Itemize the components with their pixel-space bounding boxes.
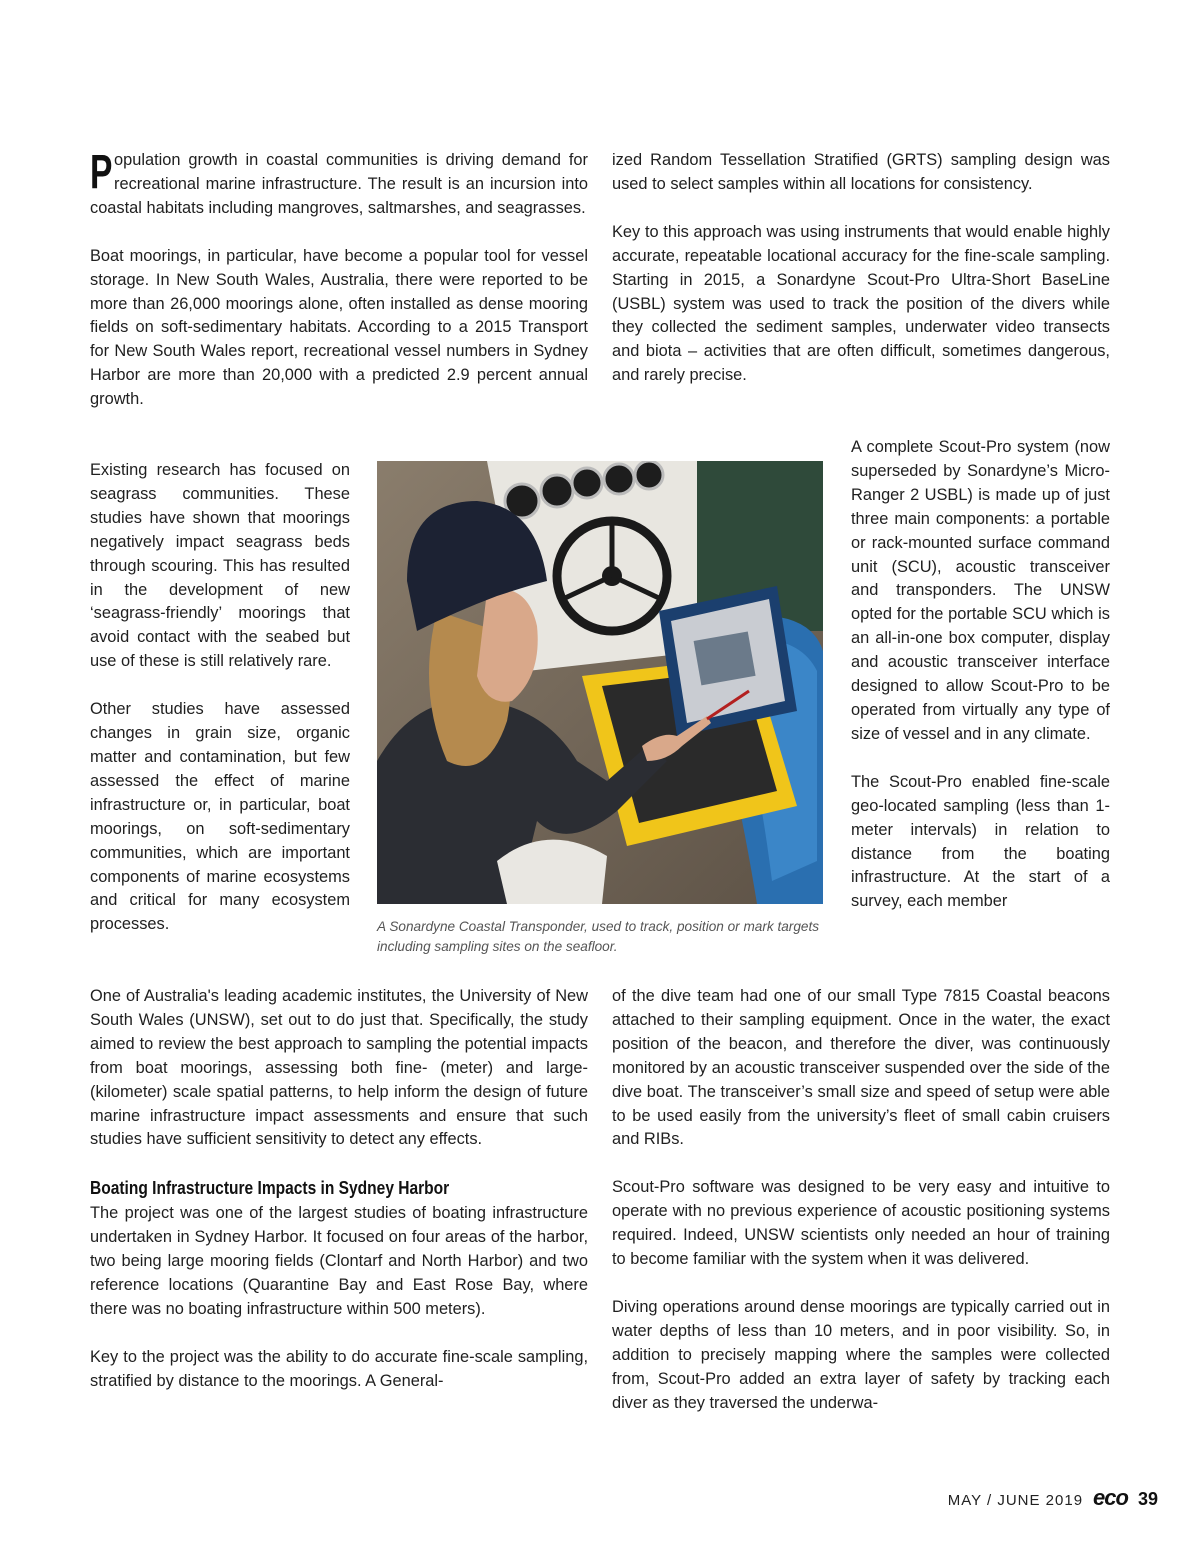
section-heading: Boating Infrastructure Impacts in Sydney Harbor xyxy=(90,1177,450,1199)
column-right-top xyxy=(612,149,1110,388)
unsw-paragraph: One of Australia's leading academic institutes, the University of New South Wales (UNSW), set out to do just that. Specifically, the study aimed to review the best approach to sampling the potential impacts from boat moorings, assessing both fine- (meter) and large- (kilometer) scale spatial patterns, to help inform the design of future marine infrastructure impact assessments and ensure that such studies have sufficient sensitivity to detect any effects. xyxy=(90,987,588,1149)
photo-caption: A Sonardyne Coastal Transponder, used to track, position or mark targets including sampling sites on the seafloor. xyxy=(377,919,820,954)
magazine-logo: eco xyxy=(1093,1485,1128,1510)
software-paragraph: Scout-Pro software was designed to be very easy and intuitive to operate with no previous experience of acoustic positioning systems required. Indeed, UNSW scientists only needed an hour of training to become familiar with the system when it was delivered. xyxy=(612,1178,1110,1269)
dive-team-paragraph: of the dive team had one of our small Type 7815 Coastal beacons attached to their sampling equipment. Once in the water, the exact position of the beacon, and therefore the diver, was continuously monitored by an acoustic transceiver suspended over the side of the dive boat. The transceiver’s small size and speed of setup were able to be used easily from the university’s fleet of small cabin cruisers and RIBs. xyxy=(612,987,1110,1149)
instruments-paragraph: Key to this approach was using instruments that would enable highly accurate, repeatable locational accuracy for the fine-scale sampling. Starting in 2015, a Sonardyne Scout-Pro Ultra-Short BaseLine (USBL) system was used to track the position of the divers while they collected the sediment samples, underwater video transects and biota – activities that are often difficult, sometimes dangerous, and rarely precise. xyxy=(612,222,1110,385)
other-studies-paragraph: Other studies have assessed changes in grain size, organic matter and contamination, but few assessed the effect of marine infrastructure or, in particular, boat moorings, on soft-sedimentary communities, which are important components of marine ecosystems and critical for many ecosystem processes. xyxy=(90,700,350,934)
complete-system-paragraph: A complete Scout-Pro system (now superseded by Sonardyne’s Micro-Ranger 2 USBL) is made up of just three main components: a portable or rack-mounted surface command unit (SCU), acoustic transceiver and transponders. The UNSW opted for the portable SCU which is an all-in-one box computer, display and acoustic transceiver interface designed to allow Scout-Pro to be operated from virtually any type of size of vessel and in any climate. xyxy=(851,438,1110,743)
key-project-paragraph: Key to the project was the ability to do accurate fine-scale sampling, stratified by distance to the moorings. A General- xyxy=(90,1347,588,1390)
drop-cap: P xyxy=(90,146,113,199)
existing-research-paragraph: Existing research has focused on seagrass communities. These studies have shown that moorings negatively impact seagrass beds through scouring. This has resulted in the development of new ‘seagrass-friendly’ moorings that avoid contact with the seabed but use of these is still relatively rare. xyxy=(90,461,350,671)
issue-date: MAY / JUNE 2019 xyxy=(947,1492,1084,1509)
grts-paragraph: ized Random Tessellation Stratified (GRTS) sampling design was used to select samples within all locations for consistency. xyxy=(612,151,1110,193)
page-footer xyxy=(948,1485,1158,1515)
column-left-top xyxy=(90,146,588,412)
column-left-narrow xyxy=(90,459,350,937)
moorings-paragraph: Boat moorings, in particular, have become a popular tool for vessel storage. In New South Wales, Australia, there were reported to be more than 26,000 moorings alone, often installed as dense mooring fields on soft-sedimentary habitats. According to a 2015 Transport for New South Wales report, recreational vessel numbers in Sydney Harbor are more than 20,000 with a predicted 2.9 percent annual growth. xyxy=(90,246,588,409)
column-left-bottom xyxy=(90,985,588,1394)
article-photo xyxy=(377,461,823,904)
intro-text: opulation growth in coastal communities is driving demand for recreational marine infrastructure. The result is an incursion into coastal habitats including mangroves, saltmarshes, and seagrasses. xyxy=(90,151,588,217)
project-paragraph: The project was one of the largest studies of boating infrastructure undertaken in Sydney Harbor. It focused on four areas of the harbor, two being large mooring fields (Clontarf and North Harbor) and two reference locations (Quarantine Bay and East Rose Bay, where there was no boating infrastructure within 500 meters). xyxy=(90,1204,588,1318)
diving-operations-paragraph: Diving operations around dense moorings are typically carried out in water depths of less than 10 meters, and in poor visibility. So, in addition to precisely mapping where the samples were collected from, Scout-Pro added an extra layer of safety by tracking each diver as they traversed the underwa- xyxy=(612,1297,1110,1412)
photo-illustration xyxy=(377,461,823,904)
column-right-narrow xyxy=(851,436,1110,914)
intro-paragraph xyxy=(90,146,588,221)
fine-scale-paragraph: The Scout-Pro enabled fine-scale geo-located sampling (less than 1-meter intervals) in relation to distance from the boating infrastructure. At the start of a survey, each member xyxy=(851,772,1110,911)
page-number: 39 xyxy=(1137,1489,1158,1509)
column-right-bottom xyxy=(612,985,1110,1416)
